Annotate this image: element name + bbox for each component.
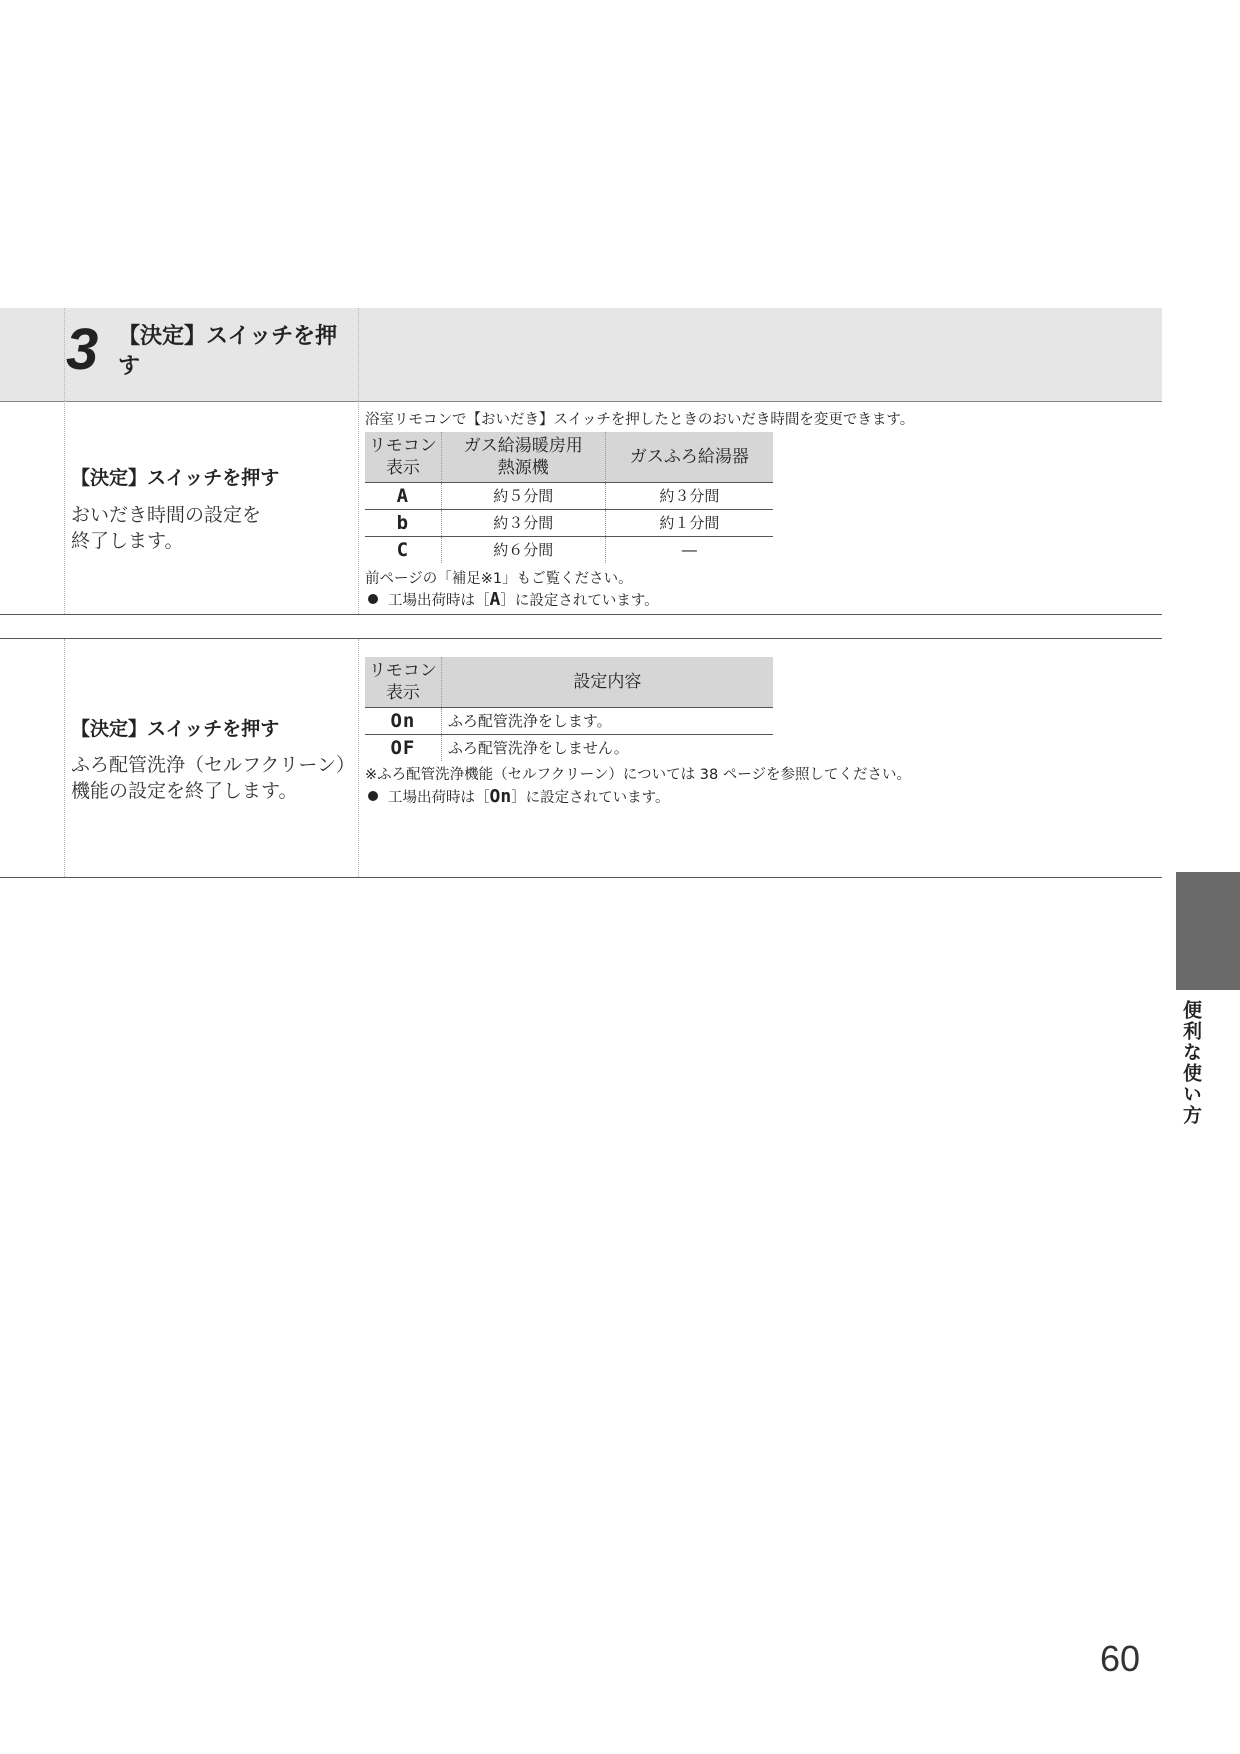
- remote-display-code: A: [365, 482, 441, 509]
- section1-note: 前ページの「補足※1」もご覧ください。: [365, 571, 633, 587]
- table-cell: 約３分間: [441, 509, 605, 536]
- table-cell: ―: [605, 536, 773, 563]
- table-header-text: ガスふろ給湯器: [629, 446, 749, 467]
- table-row: [365, 536, 773, 563]
- table-cell: 約１分間: [605, 509, 773, 536]
- section2-factory-default: 工場出荷時は［On］に設定されています。: [368, 786, 670, 807]
- section1-intro: 浴室リモコンで【おいだき】スイッチを押したときのおいだき時間を変更できます。: [365, 412, 915, 428]
- table-header-text: ガス給湯暖房用 熱源機: [463, 435, 583, 478]
- table-header-text: リモコン 表示: [368, 435, 437, 478]
- table-row: [365, 509, 773, 536]
- table1-header-heat-source: [441, 432, 605, 482]
- section1-desc-line2: 終了します。: [71, 530, 184, 552]
- section2-title: 【決定】スイッチを押す: [71, 718, 280, 740]
- remote-display-code: b: [365, 509, 441, 536]
- step-title: 【決定】スイッチを押す: [118, 324, 338, 379]
- table-row: [365, 482, 773, 509]
- table-row: [365, 734, 773, 761]
- remote-display-code: C: [396, 538, 410, 561]
- section1-factory-default: 工場出荷時は［A］に設定されています。: [368, 589, 659, 610]
- step-number: 3: [66, 317, 99, 382]
- self-clean-table: [365, 657, 773, 761]
- table2-header-display: [365, 657, 441, 707]
- page-number: 60: [1100, 1638, 1141, 1679]
- oidaki-time-table: [365, 432, 773, 563]
- table2-header-content: [441, 657, 773, 707]
- table-header-text: リモコン 表示: [368, 660, 437, 703]
- table-cell: 約５分間: [441, 482, 605, 509]
- remote-display-code: On: [365, 707, 441, 734]
- bullet-icon: [368, 791, 378, 801]
- table1-header-bath-heater: [605, 432, 773, 482]
- table-cell: 約６分間: [441, 536, 605, 563]
- table-header-text: 設定内容: [573, 671, 642, 692]
- table-cell: ふろ配管洗浄をしません。: [441, 734, 773, 761]
- chapter-label: 便利な使い方: [1180, 1000, 1202, 1126]
- table-row: [365, 707, 773, 734]
- section2-note: ※ふろ配管洗浄機能（セルフクリーン）については 38 ページを参照してください。: [365, 767, 912, 783]
- section2-desc-line1: ふろ配管洗浄（セルフクリーン）: [71, 754, 356, 776]
- table-cell: ふろ配管洗浄をします。: [441, 707, 773, 734]
- section1-desc-line1: おいだき時間の設定を: [71, 504, 262, 526]
- chapter-tab: [1176, 872, 1240, 990]
- table-cell: 約３分間: [605, 482, 773, 509]
- section1-title: 【決定】スイッチを押す: [71, 467, 280, 489]
- remote-display-code: OF: [390, 736, 416, 759]
- section2-desc-line2: 機能の設定を終了します。: [71, 780, 298, 802]
- bullet-icon: [368, 594, 378, 604]
- table1-header-display: [365, 432, 441, 482]
